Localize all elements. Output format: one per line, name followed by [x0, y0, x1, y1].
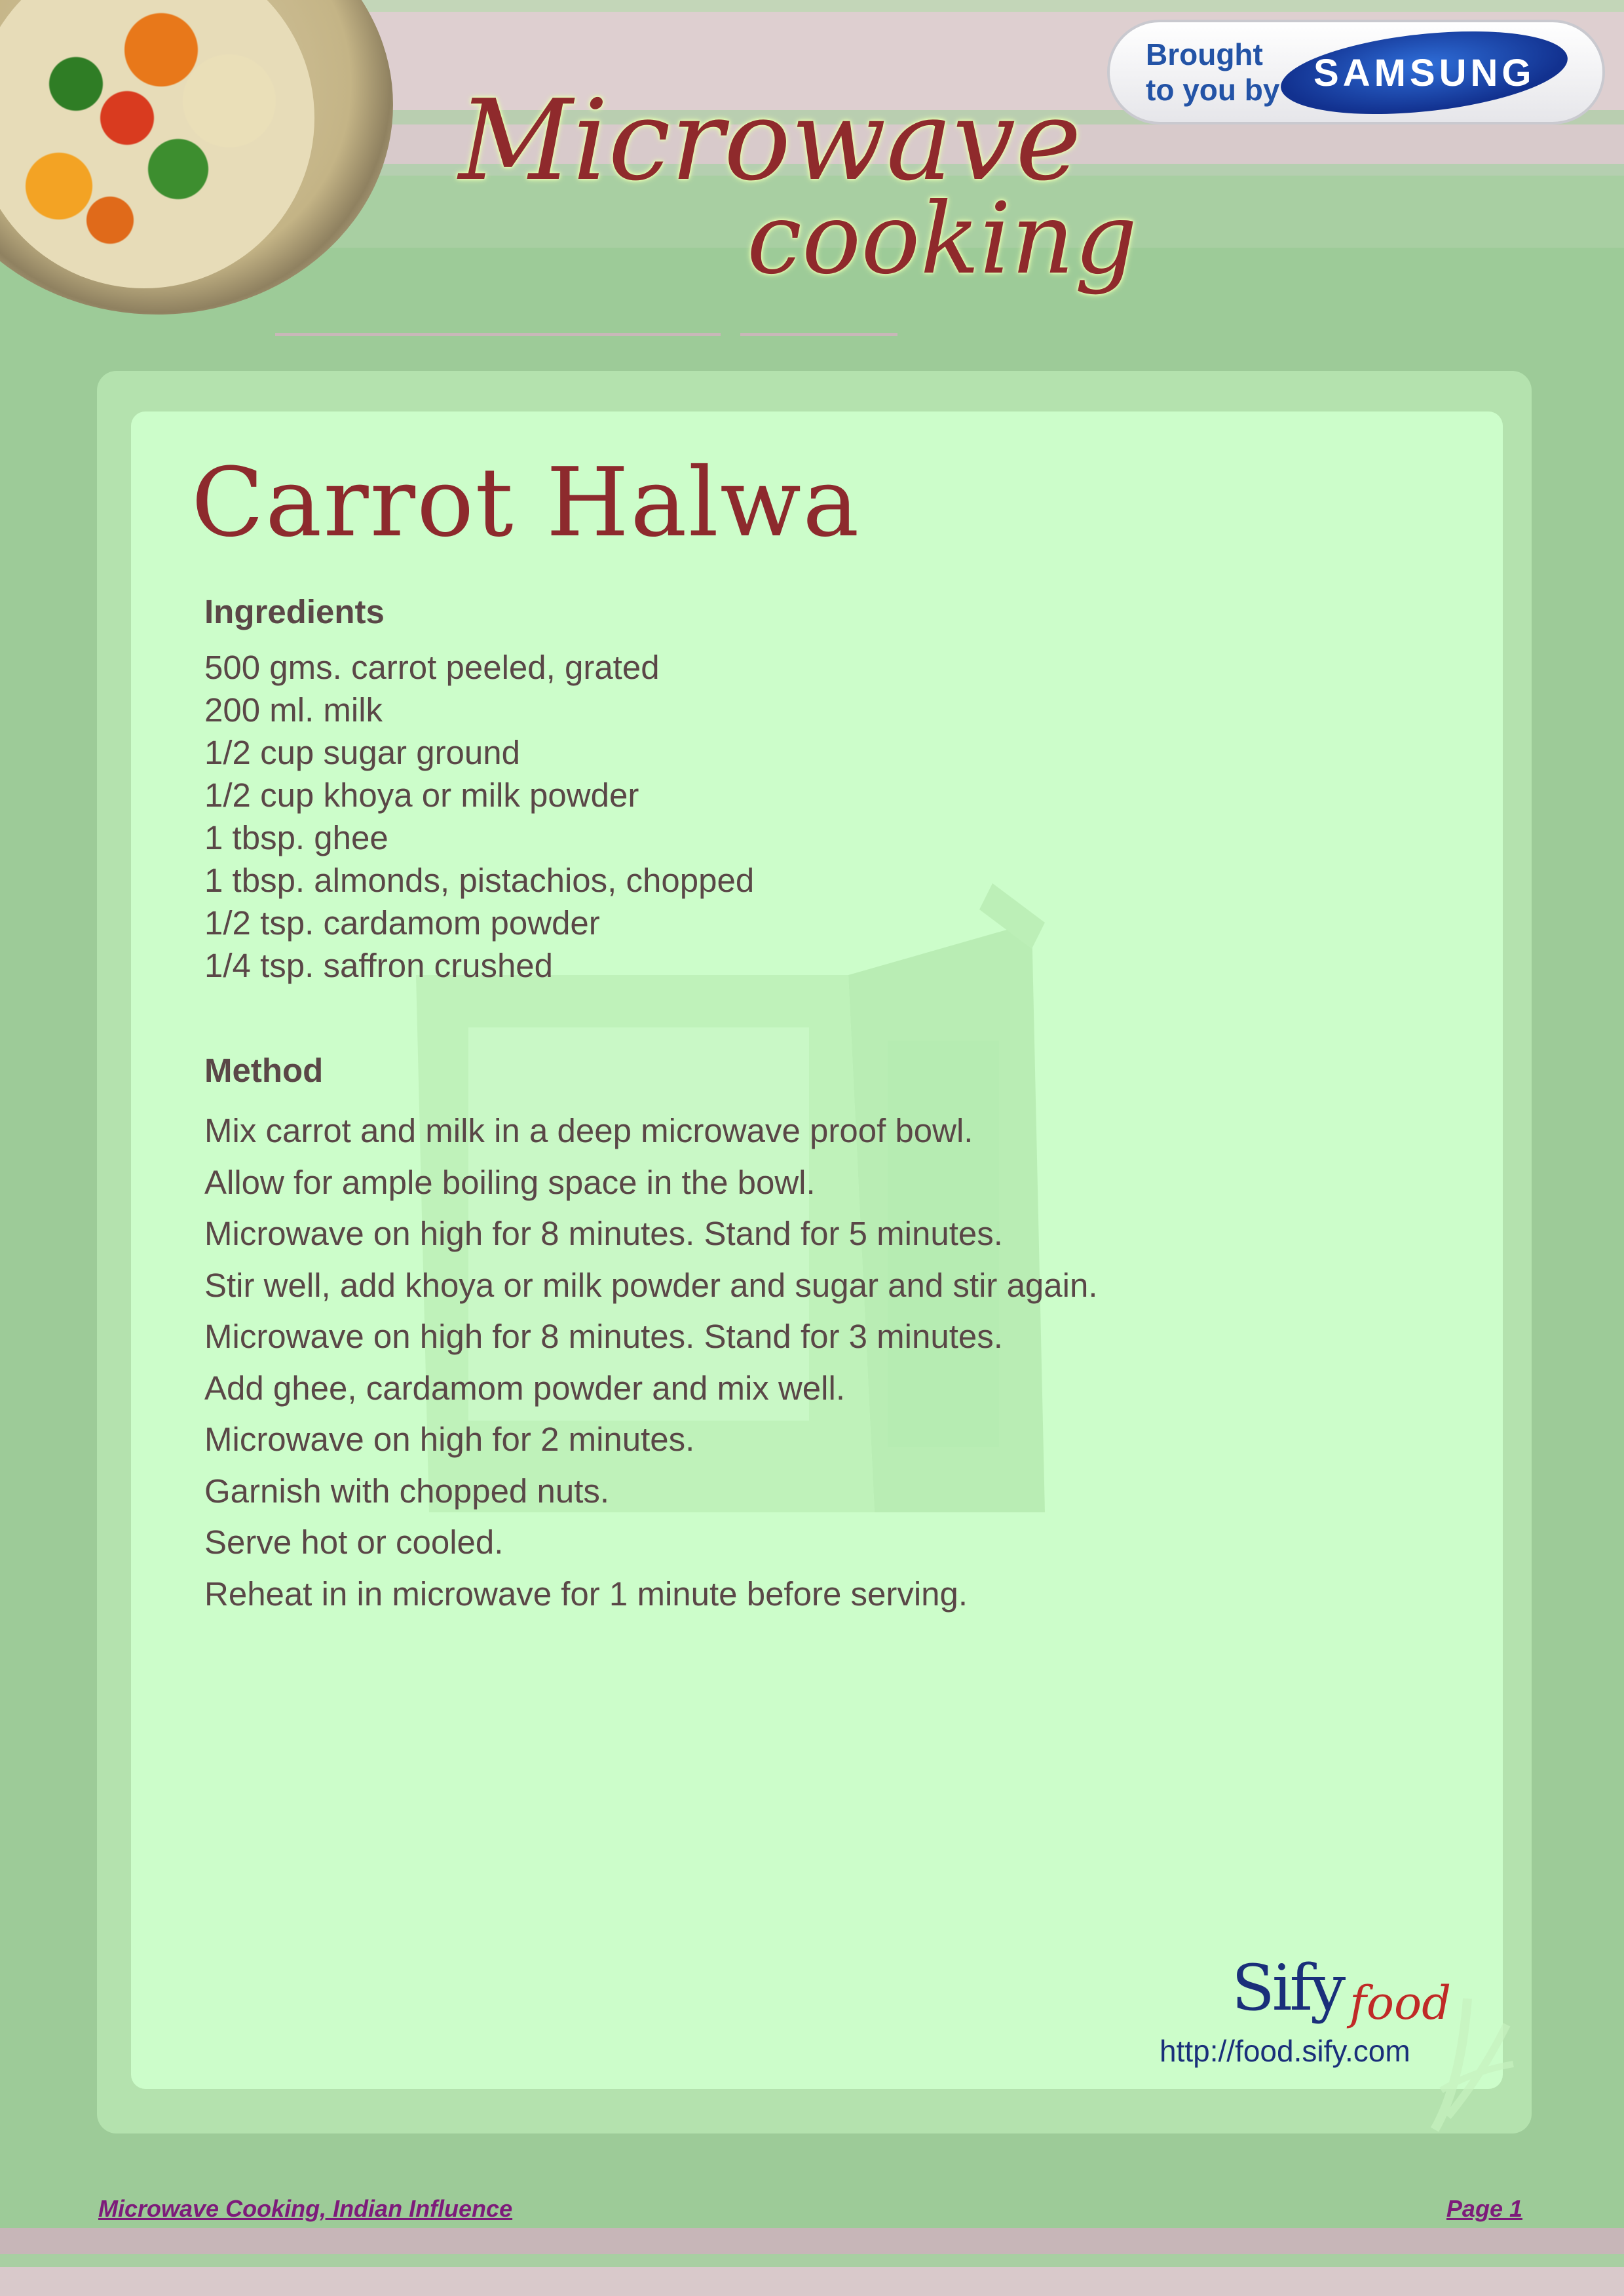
- sify-food-label: food: [1350, 1976, 1452, 2030]
- page-header: [0, 0, 1624, 367]
- method-step: Garnish with chopped nuts.: [204, 1472, 610, 1510]
- method-step: Microwave on high for 2 minutes.: [204, 1421, 695, 1458]
- recipe-card: [131, 411, 1503, 2089]
- method-step: Reheat in in microwave for 1 minute before serving.: [204, 1575, 968, 1613]
- header-divider: [275, 333, 721, 336]
- ingredients-heading: Ingredients: [204, 593, 385, 630]
- method-step: Microwave on high for 8 minutes. Stand for 5 minutes.: [204, 1215, 1003, 1252]
- ingredient-item: 500 gms. carrot peeled, grated: [204, 649, 660, 686]
- method-step: Microwave on high for 8 minutes. Stand for 3 minutes.: [204, 1318, 1003, 1355]
- samsung-logo: [1277, 19, 1572, 126]
- ingredient-item: 1/2 cup sugar ground: [204, 734, 521, 771]
- footer-stripe: [0, 2254, 1624, 2267]
- ingredient-item: 1/2 cup khoya or milk powder: [204, 776, 639, 814]
- footer-stripe: [0, 2228, 1624, 2254]
- method-step: Serve hot or cooled.: [204, 1523, 504, 1561]
- header-divider: [740, 333, 897, 336]
- banner-title-line1: Microwave: [459, 76, 1082, 206]
- footer-book-link[interactable]: Microwave Cooking, Indian Influence: [98, 2195, 513, 2222]
- leaf-sprig-icon: [1422, 1985, 1520, 2136]
- sify-brand: Sify: [1232, 1951, 1344, 2025]
- ingredients-list: [204, 646, 1449, 987]
- method-step: Allow for ample boiling space in the bowl.: [204, 1163, 816, 1201]
- method-step: Mix carrot and milk in a deep microwave proof bowl.: [204, 1112, 973, 1149]
- banner-title-line2: cooking: [747, 182, 1138, 296]
- method-heading: Method: [204, 1052, 324, 1089]
- ingredient-item: 1/2 tsp. cardamom powder: [204, 904, 600, 942]
- footer-page-number[interactable]: Page 1: [1446, 2195, 1522, 2222]
- ingredient-item: 1 tbsp. almonds, pistachios, chopped: [204, 862, 755, 899]
- method-list: [204, 1098, 1449, 1627]
- sponsor-text: Brought to you by: [1146, 37, 1280, 107]
- ingredient-item: 1/4 tsp. saffron crushed: [204, 947, 554, 984]
- sify-url-link[interactable]: http://food.sify.com: [1160, 2034, 1410, 2068]
- recipe-content: [204, 592, 1449, 1627]
- footer-stripe: [0, 2267, 1624, 2296]
- ingredient-item: 200 ml. milk: [204, 691, 383, 729]
- method-step: Add ghee, cardamom powder and mix well.: [204, 1369, 845, 1407]
- samsung-logo-text: SAMSUNG: [1313, 51, 1536, 94]
- recipe-title: Carrot Halwa: [191, 448, 861, 558]
- ingredient-item: 1 tbsp. ghee: [204, 819, 388, 856]
- sponsor-badge: [1107, 20, 1605, 124]
- banner-title: [459, 76, 1192, 296]
- method-step: Stir well, add khoya or milk powder and sugar and stir again.: [204, 1266, 1098, 1304]
